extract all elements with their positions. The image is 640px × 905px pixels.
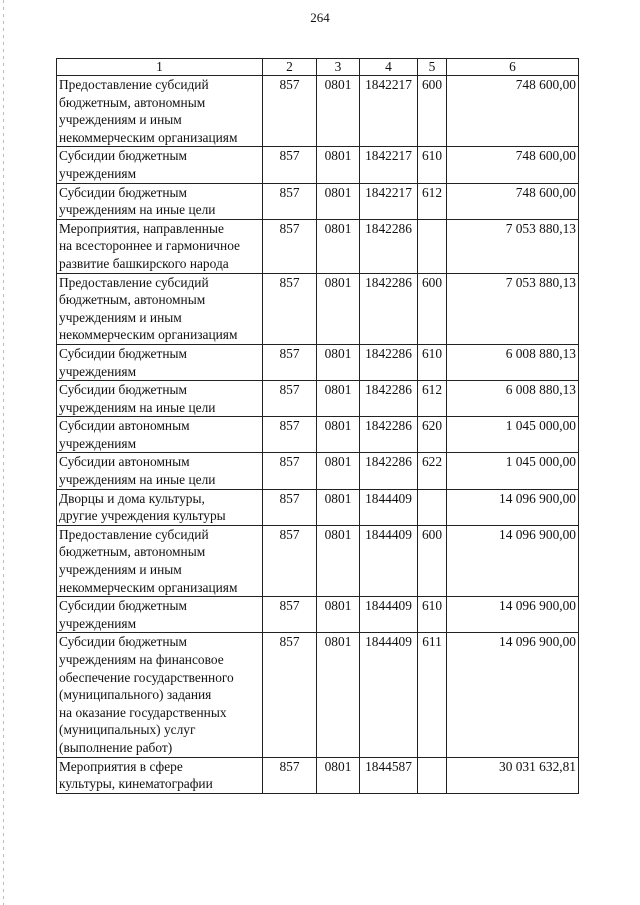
column-header: 5 [418,59,447,76]
table-row [57,273,579,344]
grbs-code: 857 [263,183,317,219]
expense-type-code: 622 [418,453,447,489]
column-header: 1 [57,59,263,76]
grbs-code: 857 [263,273,317,344]
table-row [57,453,579,489]
description-line: на всестороннее и гармоничное [59,238,241,254]
expense-type-code: 611 [418,633,447,757]
expense-type-code: 612 [418,183,447,219]
table-row [57,76,579,147]
expense-type-code [418,219,447,273]
description-line: Субсидии бюджетным [59,148,187,164]
amount-cell: 7 053 880,13 [447,273,579,344]
section-code: 0801 [317,525,360,596]
row-description [57,453,263,489]
description-line: другие учреждения культуры [59,508,226,524]
target-item-code: 1844409 [360,525,418,596]
table-row [57,525,579,596]
description-line: учреждениям и иным [59,309,182,325]
grbs-code: 857 [263,147,317,183]
description-line: обеспечение государственного [59,669,234,685]
table-row [57,219,579,273]
section-code: 0801 [317,76,360,147]
description-line: Дворцы и дома культуры, [59,490,205,506]
grbs-code: 857 [263,76,317,147]
column-header: 2 [263,59,317,76]
description-line: (муниципальных) услуг [59,722,196,738]
section-code: 0801 [317,344,360,380]
grbs-code: 857 [263,381,317,417]
description-line: Субсидии автономным [59,454,190,470]
description-line: учреждениям на финансовое [59,652,224,667]
table-header [57,59,579,76]
target-item-code: 1844587 [360,757,418,793]
amount-cell: 14 096 900,00 [447,525,579,596]
amount-cell: 748 600,00 [447,76,579,147]
target-item-code: 1842286 [360,273,418,344]
grbs-code: 857 [263,489,317,525]
expense-type-code: 610 [418,147,447,183]
description-line: Субсидии бюджетным [59,382,187,398]
table-row [57,489,579,525]
section-code: 0801 [317,597,360,633]
description-line: учреждениям [59,165,137,181]
row-description [57,219,263,273]
row-description [57,417,263,453]
amount-cell: 1 045 000,00 [447,417,579,453]
description-line: (выполнение работ) [59,739,173,755]
grbs-code: 857 [263,525,317,596]
amount-cell: 7 053 880,13 [447,219,579,273]
description-line: учреждениям [59,435,137,451]
row-description [57,183,263,219]
description-line: учреждениям [59,615,137,631]
row-description [57,273,263,344]
amount-cell: 748 600,00 [447,147,579,183]
section-code: 0801 [317,381,360,417]
target-item-code: 1844409 [360,489,418,525]
grbs-code: 857 [263,597,317,633]
description-line: культуры, кинематографии [59,776,213,792]
description-line: Субсидии бюджетным [59,598,187,614]
description-line: на оказание государственных [59,704,227,720]
expense-type-code: 610 [418,344,447,380]
target-item-code: 1842286 [360,344,418,380]
section-code: 0801 [317,453,360,489]
grbs-code: 857 [263,344,317,380]
expense-type-code: 600 [418,76,447,147]
expense-type-code: 620 [418,417,447,453]
description-line: учреждениям на иные цели [59,399,216,415]
description-line: некоммерческим организациям [59,579,238,595]
target-item-code: 1842286 [360,381,418,417]
description-line: бюджетным, автономным [59,292,206,308]
amount-cell: 6 008 880,13 [447,381,579,417]
target-item-code: 1842286 [360,453,418,489]
table-row [57,147,579,183]
description-line: Субсидии автономным [59,418,190,434]
table-row [57,633,579,757]
target-item-code: 1842217 [360,147,418,183]
expense-type-code: 600 [418,525,447,596]
description-line: Субсидии бюджетным [59,634,187,650]
amount-cell: 14 096 900,00 [447,489,579,525]
description-line: развитие башкирского народа [59,255,229,271]
description-line: бюджетным, автономным [59,94,206,110]
description-line: некоммерческим организациям [59,327,238,343]
amount-cell: 748 600,00 [447,183,579,219]
section-code: 0801 [317,489,360,525]
description-line: учреждениям на иные цели [59,472,216,488]
expense-type-code: 610 [418,597,447,633]
amount-cell: 30 031 632,81 [447,757,579,793]
table-row [57,757,579,793]
expense-type-code: 612 [418,381,447,417]
description-line: Субсидии бюджетным [59,345,187,361]
column-header: 6 [447,59,579,76]
row-description [57,76,263,147]
row-description [57,344,263,380]
section-code: 0801 [317,417,360,453]
grbs-code: 857 [263,417,317,453]
description-line: Мероприятия в сфере [59,758,183,774]
target-item-code: 1842217 [360,183,418,219]
section-code: 0801 [317,273,360,344]
target-item-code: 1844409 [360,633,418,757]
description-line: Субсидии бюджетным [59,184,187,200]
description-line: учреждениям и иным [59,562,182,578]
description-line: (муниципального) задания [59,687,212,703]
row-description [57,525,263,596]
column-header: 3 [317,59,360,76]
description-line: Предоставление субсидий [59,526,209,542]
target-item-code: 1842286 [360,417,418,453]
grbs-code: 857 [263,757,317,793]
row-description [57,489,263,525]
description-line: Предоставление субсидий [59,274,209,290]
table-row [57,381,579,417]
column-header: 4 [360,59,418,76]
table-body [57,76,579,794]
description-line: некоммерческим организациям [59,129,238,145]
table-row [57,183,579,219]
description-line: Предоставление субсидий [59,77,209,92]
expense-type-code [418,489,447,525]
description-line: учреждениям [59,363,137,379]
row-description [57,381,263,417]
grbs-code: 857 [263,453,317,489]
description-line: бюджетным, автономным [59,544,206,560]
grbs-code: 857 [263,633,317,757]
expense-type-code: 600 [418,273,447,344]
amount-cell: 14 096 900,00 [447,633,579,757]
section-code: 0801 [317,147,360,183]
target-item-code: 1842217 [360,76,418,147]
table-row [57,417,579,453]
target-item-code: 1842286 [360,219,418,273]
amount-cell: 14 096 900,00 [447,597,579,633]
row-description [57,633,263,757]
section-code: 0801 [317,183,360,219]
budget-table [56,58,579,794]
table-row [57,597,579,633]
amount-cell: 6 008 880,13 [447,344,579,380]
section-code: 0801 [317,757,360,793]
row-description [57,757,263,793]
header-row [57,59,579,76]
page-number: 264 [310,10,330,25]
row-description [57,147,263,183]
grbs-code: 857 [263,219,317,273]
amount-cell: 1 045 000,00 [447,453,579,489]
target-item-code: 1844409 [360,597,418,633]
table-row [57,344,579,380]
description-line: учреждениям на иные цели [59,202,216,218]
expense-type-code [418,757,447,793]
section-code: 0801 [317,633,360,757]
description-line: учреждениям и иным [59,112,182,128]
row-description [57,597,263,633]
description-line: Мероприятия, направленные [59,220,224,236]
scan-edge [3,0,4,905]
section-code: 0801 [317,219,360,273]
